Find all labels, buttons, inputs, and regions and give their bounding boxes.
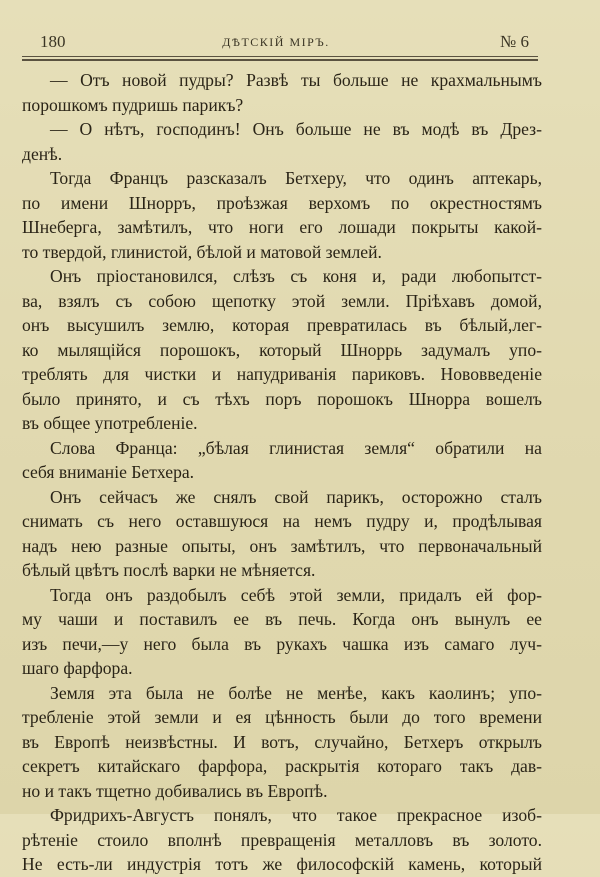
text-line: изъ печи,—у него была въ рукахъ чашка изъ самаго луч- [22,633,542,654]
page-header [23,32,529,54]
text-line: въ Европѣ неизвѣстны. И вотъ, случайно, Бетхеръ открылъ [22,731,542,752]
text-line: Фридрихъ-Августъ понялъ, что такое прекрасное изоб- [50,805,542,825]
text-line: ва, взялъ съ собою щепотку этой земли. Пріѣхавъ домой, [22,290,542,311]
text-line: онъ высушилъ землю, которая превратилась въ бѣлый,лег- [22,315,542,335]
header-rule-thin [22,56,538,57]
text-line: порошкомъ пудришь парикъ? [22,94,244,115]
text-line: требленіе этой земли и ея цѣнность были до того времени [22,707,542,727]
text-line: въ общее употребленіе. [22,413,198,433]
text-line: рѣтеніе стоило вполнѣ превращенія металловъ въ золото. [22,829,542,850]
text-line: Слова Франца: „бѣлая глинистая земля“ обратили на [50,437,542,458]
text-line: — О нѣтъ, господинъ! Онъ больше не въ модѣ въ Дрез- [50,119,542,139]
text-line: себя вниманіе Бетхера. [22,462,195,482]
text-line: му чаши и поставилъ ее въ печь. Когда онъ вынулъ ее [22,609,542,629]
page-number: 180 [40,32,66,51]
text-line: Тогда Францъ разсказалъ Бетхеру, что одинъ аптекарь, [50,168,542,188]
text-line: было принято, и съ тѣхъ поръ порошокъ Шнорра вошелъ [22,388,542,409]
text-line: Онъ пріостановился, слѣзъ съ коня и, ради любопытст- [50,266,542,286]
running-title: ДѢТСКІЙ МІРЪ. [222,35,330,49]
text-line: — Отъ новой пудры? Развѣ ты больше не крахмальнымъ [50,70,542,90]
text-line: Земля эта была не болѣе не менѣе, какъ каолинъ; упо- [50,682,542,703]
text-line: по имени Шнорръ, проѣзжая верхомъ по окрестностямъ [22,192,542,213]
text-line: бѣлый цвѣтъ послѣ варки не мѣняется. [22,560,316,580]
header-rule-thick [22,59,538,61]
text-line: Тогда онъ раздобылъ себѣ этой земли, придалъ ей фор- [50,584,542,605]
text-line: то твердой, глинистой, бѣлой и матовой землей. [22,241,382,262]
text-line: шаго фарфора. [22,658,133,678]
text-line: но и такъ тщетно добивались въ Европѣ. [22,780,328,801]
text-line: треблять для чистки и напудриванія париковъ. Нововведеніе [22,364,542,384]
text-line: ко мылящійся порошокъ, который Шноррь задумалъ упо- [22,339,542,360]
text-line: секретъ китайскаго фарфора, раскрытія котораго такъ дав- [22,756,542,776]
body-text [22,68,542,877]
text-line: Шнеберга, замѣтилъ, что ноги его лошади покрыты какой- [22,217,542,237]
issue-number: № 6 [500,32,529,51]
text-line: снимать съ него оставшуюся на немъ пудру и, продѣлывая [22,511,542,531]
text-line: надъ нею разные опыты, онъ замѣтилъ, что первоначальный [22,535,542,556]
text-line: денѣ. [22,143,63,164]
text-line: Онъ сейчасъ же снялъ свой парикъ, осторожно сталъ [50,486,542,507]
text-line: Не есть-ли индустрія тотъ же философскій камень, который [22,854,542,874]
